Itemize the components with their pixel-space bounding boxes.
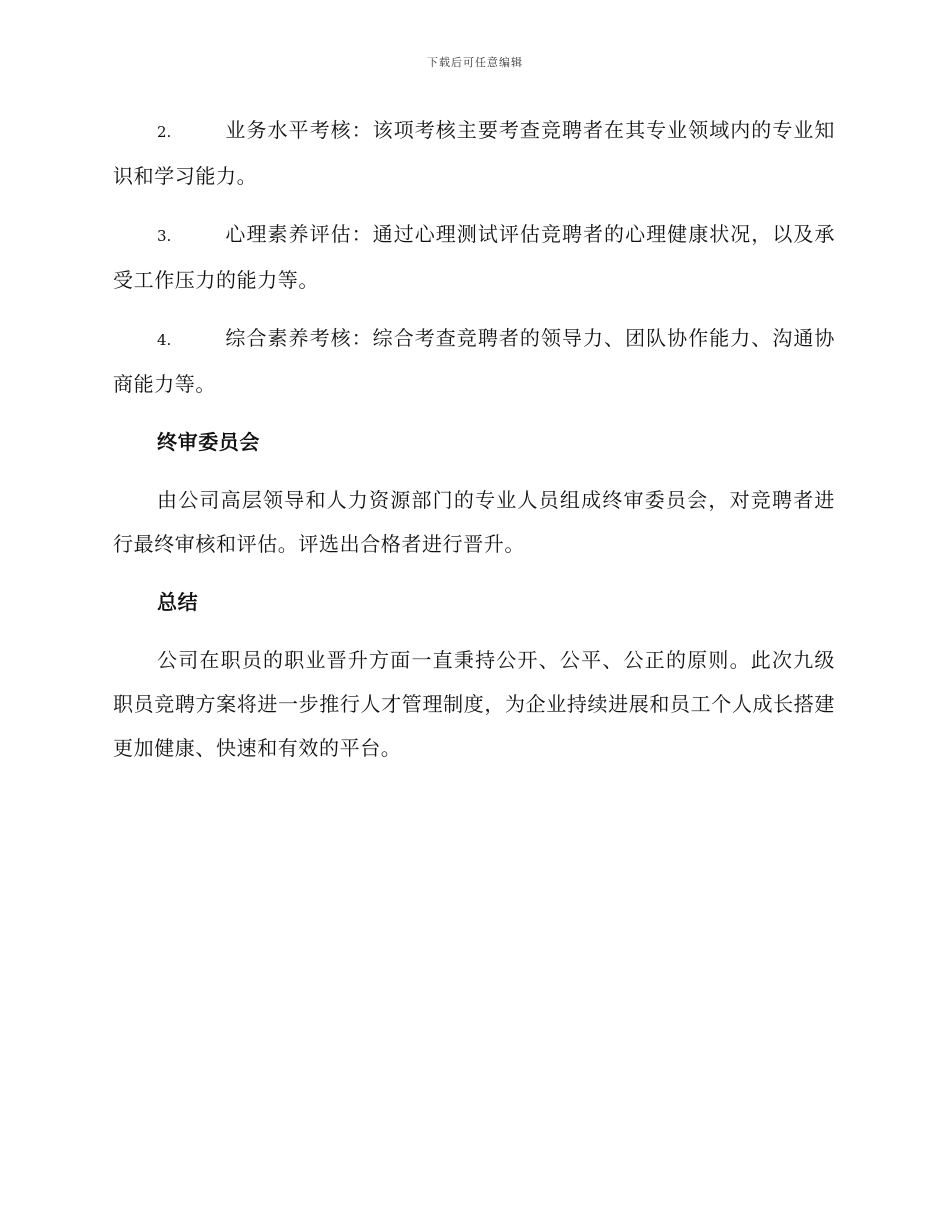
- document-body: [113, 108, 835, 784]
- list-item-2: [113, 108, 835, 198]
- summary-paragraph: 公司在职员的职业晋升方面一直秉持公开、公平、公正的原则。此次九级职员竞聘方案将进一步推行人才管理制度，为企业持续进展和员工个人成长搭建更加健康、快速和有效的平台。: [113, 648, 835, 760]
- list-item-text: 心理素养评估：通过心理测试评估竞聘者的心理健康状况，以及承受工作压力的能力等。: [113, 222, 835, 292]
- final-committee-paragraph: 由公司高层领导和人力资源部门的专业人员组成终审委员会，对竞聘者进行最终审核和评估。评选出合格者进行晋升。: [113, 488, 835, 556]
- list-number: 2.: [157, 123, 172, 141]
- list-item-text: 业务水平考核：该项考核主要考查竞聘者在其专业领域内的专业知识和学习能力。: [113, 118, 835, 188]
- section-heading-summary: 总结: [157, 590, 199, 614]
- section-heading-final-committee: 终审委员会: [157, 430, 260, 454]
- list-item-4: [113, 316, 835, 406]
- list-number: 4.: [157, 331, 172, 349]
- list-number: 3.: [157, 227, 172, 245]
- list-item-text: 综合素养考核：综合考查竞聘者的领导力、团队协作能力、沟通协商能力等。: [113, 326, 835, 396]
- list-item-3: [113, 212, 835, 302]
- page-header: 下载后可任意编辑: [427, 56, 523, 69]
